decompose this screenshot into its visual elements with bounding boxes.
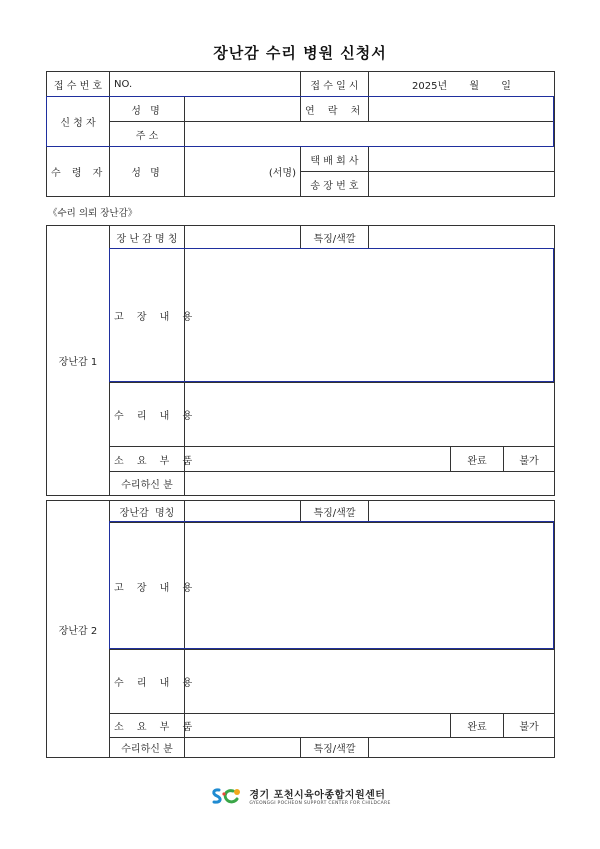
toy-1-fault-label: 고 장 내 용 (110, 249, 185, 383)
courier-field[interactable] (369, 147, 555, 172)
toy-2-repairer-label: 수리하신 분 (110, 738, 185, 758)
contact-label: 연 락 처 (301, 97, 369, 122)
toy-2-repairer-field[interactable] (185, 738, 301, 758)
toy-2-name-label: 장난감 명칭 (110, 501, 185, 523)
toy-2-feature-field[interactable] (369, 501, 555, 523)
applicant-name-label: 성 명 (110, 97, 185, 122)
toy-2-done-checkbox[interactable]: 완료 (451, 714, 504, 738)
toy-2-repairer-feature-field[interactable] (369, 738, 555, 758)
recipient-label: 수 령 자 (47, 147, 110, 197)
toy-2-fault-field[interactable] (185, 523, 555, 650)
toy-2-repairer-feature-label: 특징/색깔 (301, 738, 369, 758)
org-name: 경기 포천시육아종합지원센터 (249, 790, 386, 801)
toy-1-impossible-checkbox[interactable]: 불가 (504, 447, 555, 472)
toy-2-repair-label: 수 리 내 용 (110, 650, 185, 714)
toy-1-feature-label: 특징/색깔 (301, 226, 369, 249)
footer (0, 786, 600, 809)
toy-1-parts-field[interactable] (185, 447, 451, 472)
tracking-field[interactable] (369, 172, 555, 197)
sc-logo-icon (209, 786, 243, 806)
toy-1-section-label: 장난감 1 (47, 226, 110, 496)
toy-1-table (46, 225, 555, 496)
toy-2-parts-label: 소 요 부 품 (110, 714, 185, 738)
toy-1-feature-field[interactable] (369, 226, 555, 249)
toy-1-repairer-label: 수리하신 분 (110, 472, 185, 496)
org-name-en: GYEONGGI POCHEON SUPPORT CENTER FOR CHILDCARE (249, 801, 391, 806)
signature-label: (서명) (268, 168, 296, 179)
form-title: 장난감 수리 병원 신청서 (213, 44, 387, 62)
toy-1-name-label: 장 난 감 명 칭 (110, 226, 185, 249)
toy-2-feature-label: 특징/색깔 (301, 501, 369, 523)
toy-1-parts-label: 소 요 부 품 (110, 447, 185, 472)
toy-1-repair-field[interactable] (185, 383, 555, 447)
receipt-date-field[interactable]: 2025년 월 일 (369, 72, 555, 97)
applicant-table (46, 71, 555, 197)
receipt-date-label: 접 수 일 시 (301, 72, 369, 97)
recipient-name-label: 성 명 (110, 147, 185, 197)
toy-2-table (46, 500, 555, 758)
toy-2-repair-field[interactable] (185, 650, 555, 714)
toy-2-parts-field[interactable] (185, 714, 451, 738)
receipt-no-label: 접 수 번 호 (47, 72, 110, 97)
toy-1-fault-field[interactable] (185, 249, 555, 383)
courier-label: 택 배 회 사 (301, 147, 369, 172)
toy-2-fault-label: 고 장 내 용 (110, 523, 185, 650)
recipient-signature-field[interactable] (185, 147, 301, 197)
toy-1-repair-label: 수 리 내 용 (110, 383, 185, 447)
applicant-name-field[interactable] (185, 97, 301, 122)
toy-1-done-checkbox[interactable]: 완료 (451, 447, 504, 472)
address-label: 주 소 (110, 122, 185, 147)
contact-field[interactable] (369, 97, 555, 122)
address-field[interactable] (185, 122, 555, 147)
org-logo (209, 786, 390, 806)
section-note: 《수리 의뢰 장난감》 (48, 208, 138, 219)
toy-2-name-field[interactable] (185, 501, 301, 523)
toy-2-impossible-checkbox[interactable]: 불가 (504, 714, 555, 738)
toy-2-section-label: 장난감 2 (47, 501, 110, 758)
receipt-no-field[interactable]: NO. (110, 72, 301, 97)
applicant-label: 신 청 자 (47, 97, 110, 147)
toy-1-name-field[interactable] (185, 226, 301, 249)
tracking-label: 송 장 번 호 (301, 172, 369, 197)
toy-1-repairer-field[interactable] (185, 472, 555, 496)
